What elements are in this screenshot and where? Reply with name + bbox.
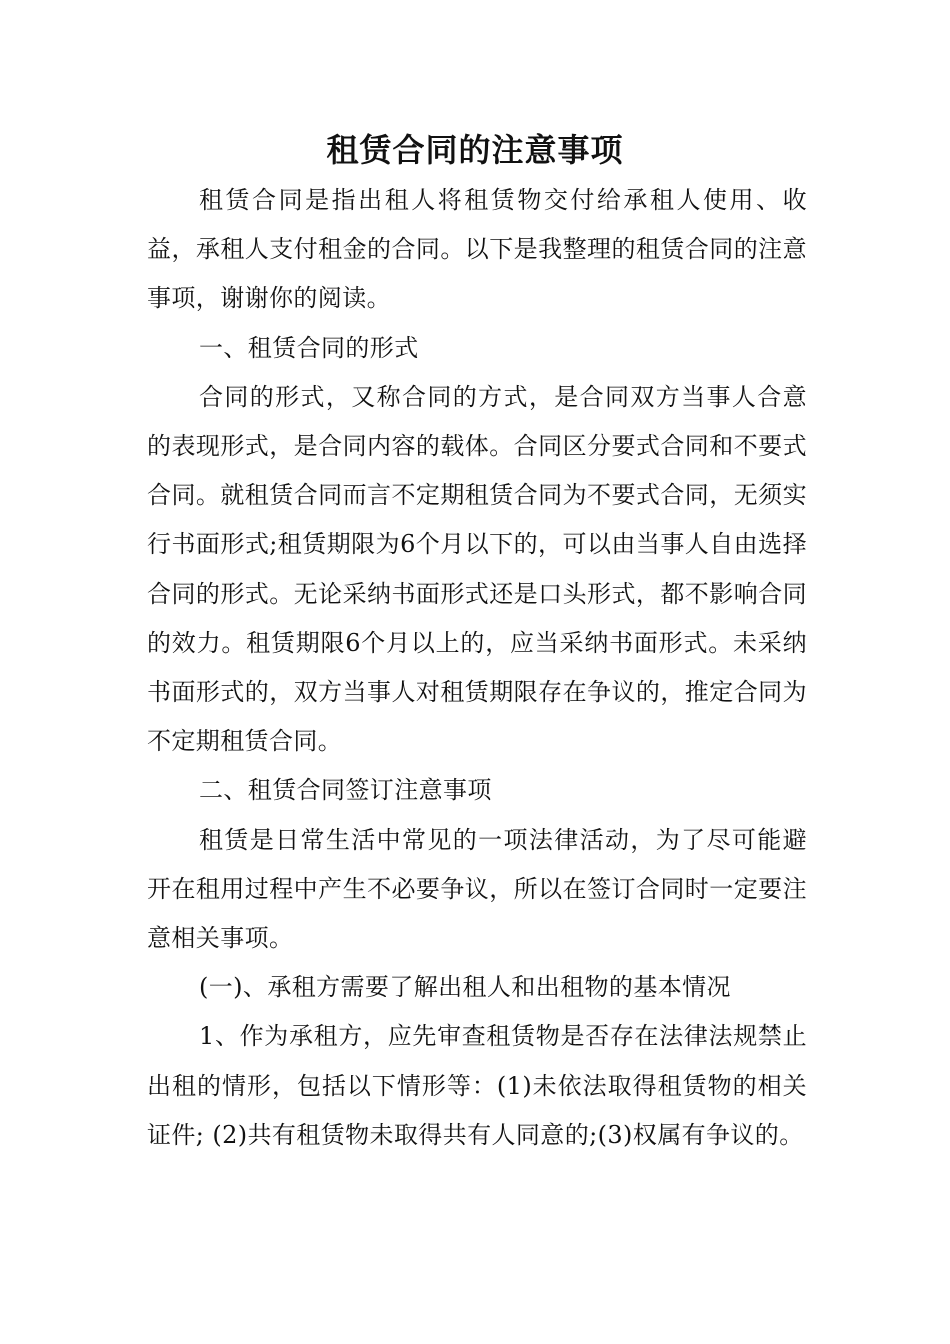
subsection-heading-lessee: (一)、承租方需要了解出租人和出租物的基本情况 xyxy=(199,973,731,1002)
section-heading-form: 一、租赁合同的形式 xyxy=(199,333,419,362)
intro-paragraph: 租赁合同是指出租人将租赁物交付给承租人使用、收益，承租人支付租金的合同。以下是我整理的租赁合同的注意事项，谢谢你的阅读。 xyxy=(147,186,807,313)
lessee-paragraph: 1、作为承租方，应先审查租赁物是否存在法律法规禁止出租的情形，包括以下情形等：(1)未依法取得租赁物的相关证件; (2)共有租赁物未取得共有人同意的;(3)权属有争议的。 xyxy=(147,1022,807,1149)
document-body xyxy=(147,176,807,1160)
document-title: 租赁合同的注意事项 xyxy=(326,131,624,169)
section-heading-signing: 二、租赁合同签订注意事项 xyxy=(199,776,492,805)
signing-paragraph: 租赁是日常生活中常见的一项法律活动，为了尽可能避开在租用过程中产生不必要争议，所以在签订合同时一定要注意相关事项。 xyxy=(147,825,807,953)
form-paragraph: 合同的形式，又称合同的方式，是合同双方当事人合意的表现形式，是合同内容的载体。合同区分要式合同和不要式合同。就租赁合同而言不定期租赁合同为不要式合同，无须实行书面形式;租赁期限为6个月以下的，可以由当事人自由选择合同的形式。无论采纳书面形式还是口头形式，都不影响合同的效力。租赁期限6个月以上的，应当采纳书面形式。未采纳书面形式的，双方当事人对租赁期限存在争议的，推定合同为不定期租赁合同。 xyxy=(147,382,807,756)
